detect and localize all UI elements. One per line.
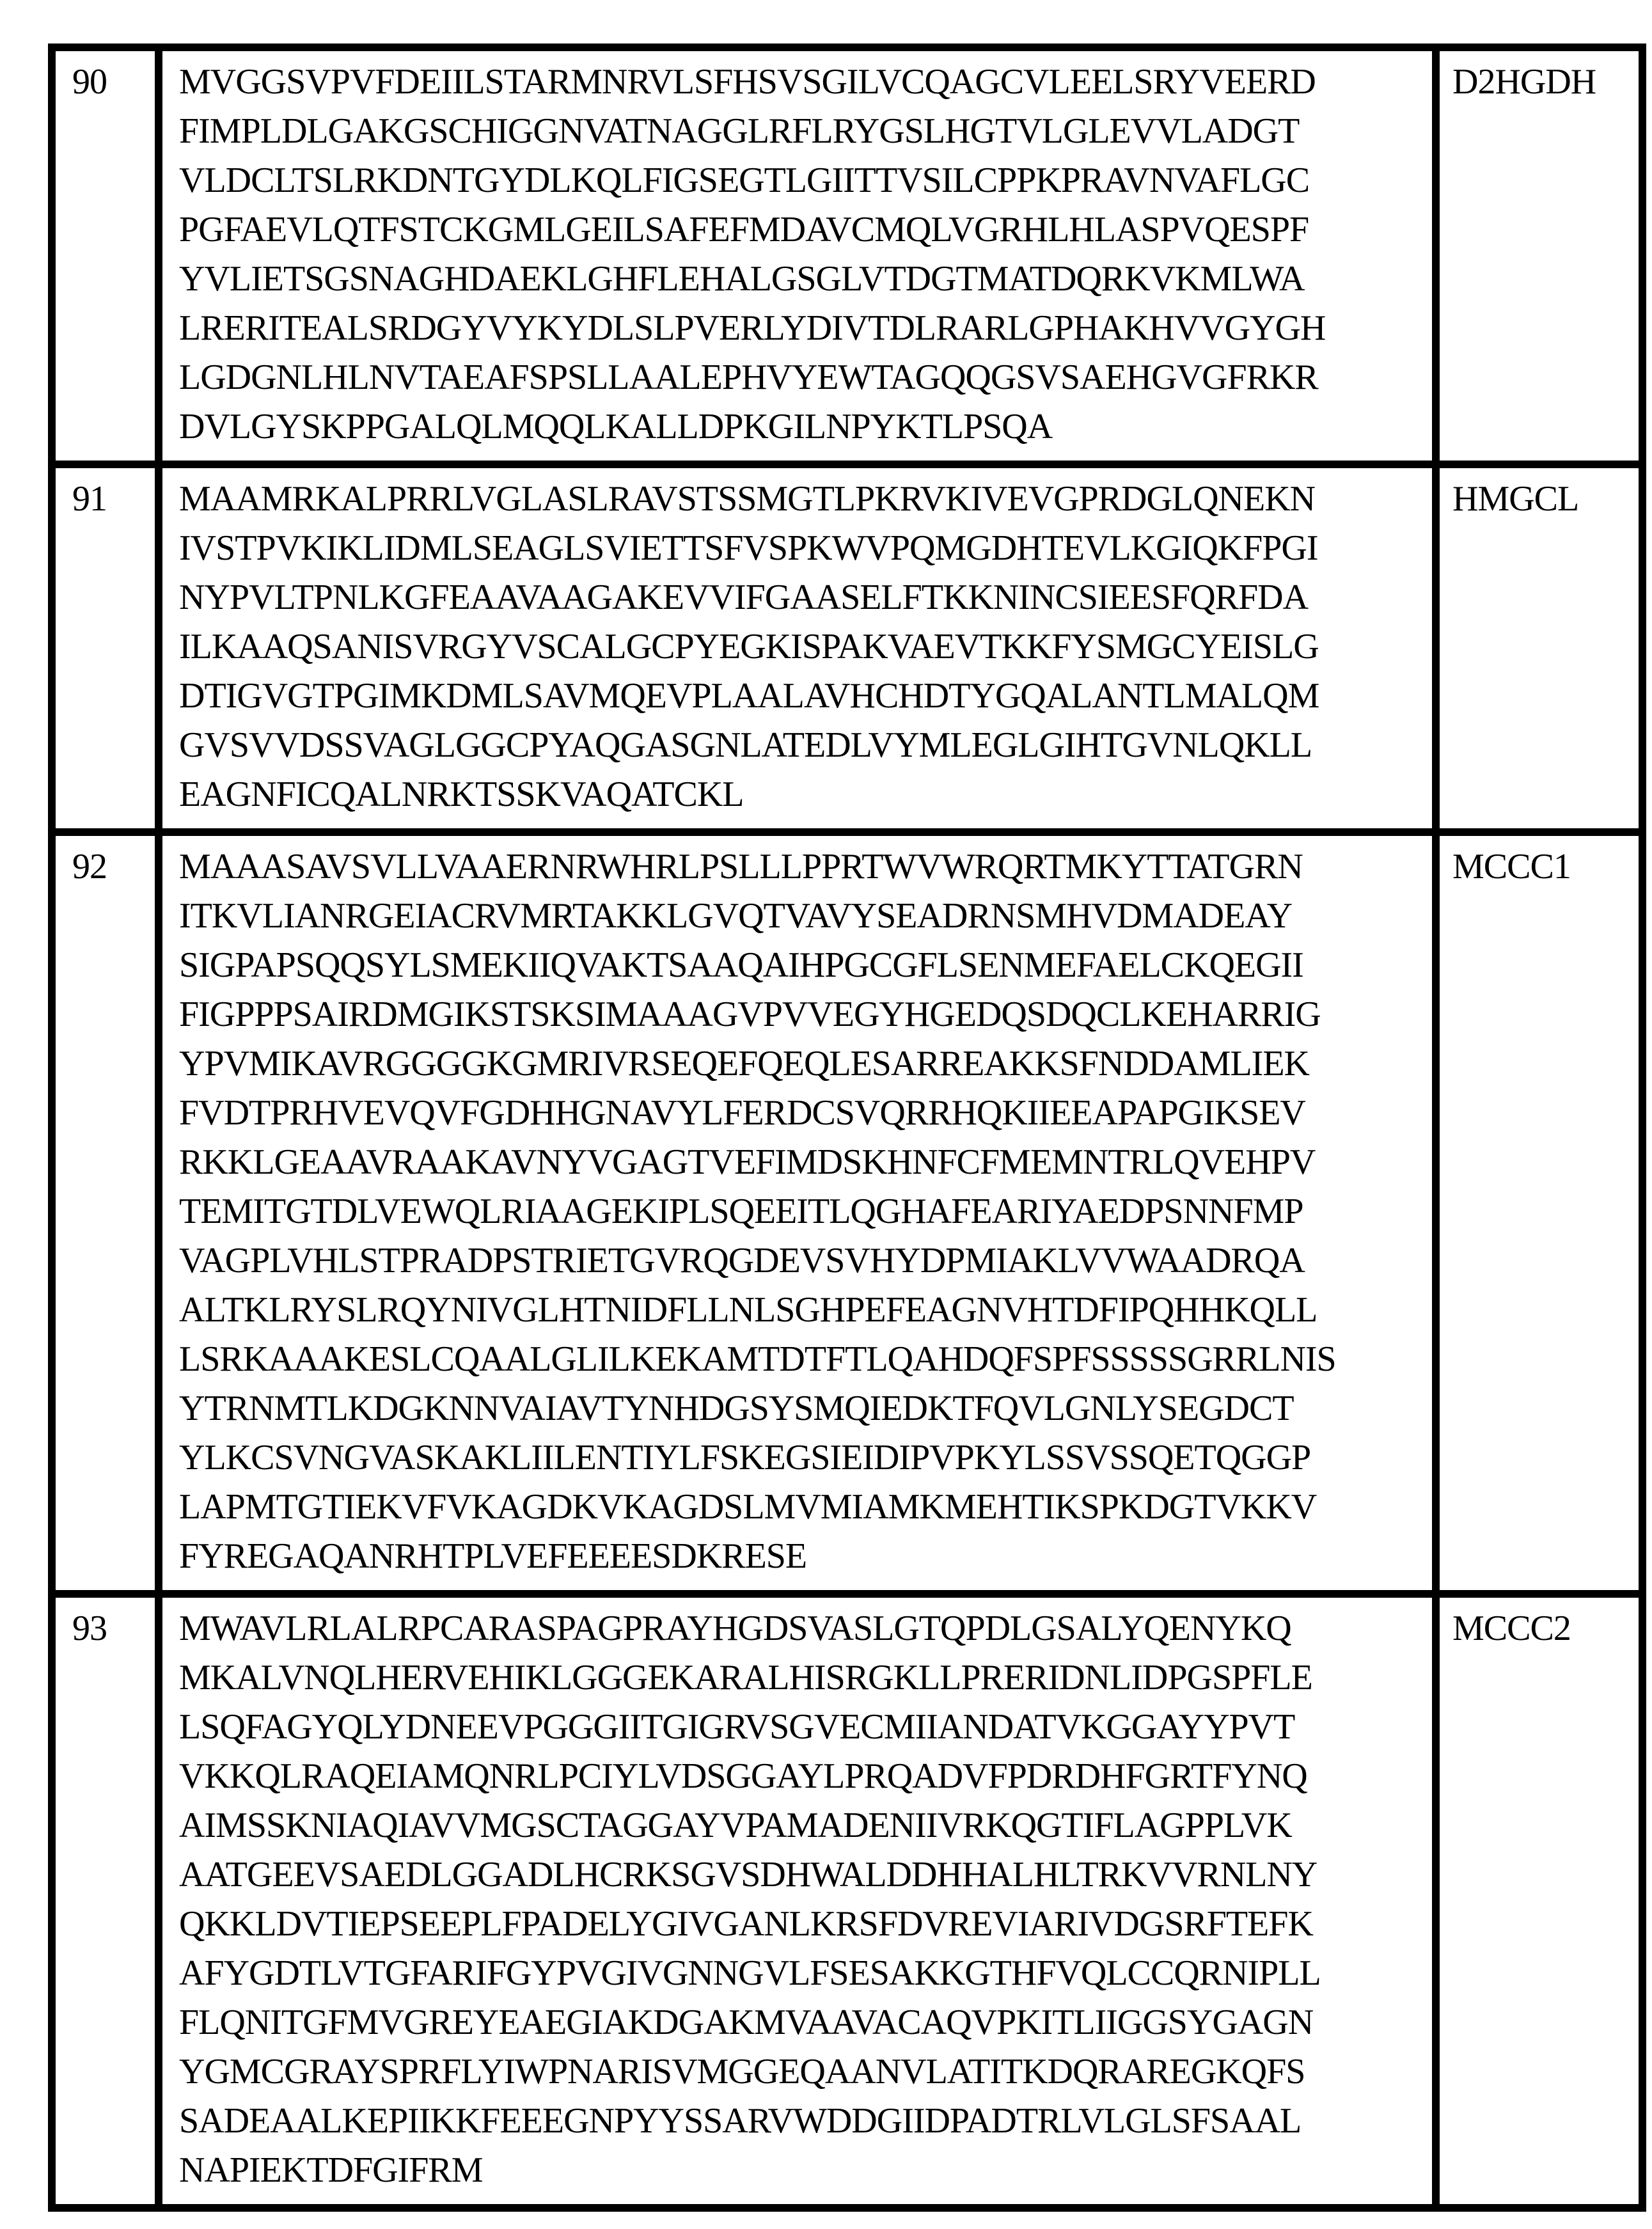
sequence-id: 93 [52, 1594, 159, 2208]
table-row [52, 1594, 1642, 2208]
table-row [52, 832, 1642, 1594]
sequence-id: 90 [52, 47, 159, 464]
gene-name: MCCC2 [1436, 1594, 1642, 2208]
protein-sequence: MAAASAVSVLLVAAERNRWHRLPSLLLPPRTWVWRQRTMKYTTATGRN ITKVLIANRGEIACRVMRTAKKLGVQTVAVYSEADRNSMHVDMADEAY SIGPAPSQQSYLSMEKIIQVAKTSAAQAIHPGCGFLSENMEFAELCKQEGII FIGPPPSAIRDMGIKSTSKSIMAAAGVPVVEGYHGEDQSDQCLKEHARRIG YPVMIKAVRGGGGKGMRIVRSEQEFQEQLESARREAKKSFNDDAMLIEK FVDTPRHVEVQVFGDHHGNAVYLFERDCSVQRRHQKIIEEAPAPGIKSEV RKKLGEAAVRAAKAVNYVGAGTVEFIMDSKHNFCFMEMNTRLQVEHPV TEMITGTDLVEWQLRIAAGEKIPLSQEEITLQGHAFEARIYAEDPSNNFMP VAGPLVHLSTPRADPSTRIETGVRQGDEVSVHYDPMIAKLVVWAADRQA ALTKLRYSLRQYNIVGLHTNIDFLLNLSGHPEFEAGNVHTDFIPQHHKQLL LSRKAAAKESLCQAALGLILKEKAMTDTFTLQAHDQFSPFSSSSSGRRLNIS YTRNMTLKDGKNNVAIAVTYNHDGSYSMQIEDKTFQVLGNLYSEGDCT YLKCSVNGVASKAKLIILENTIYLFSKEGSIEIDIPVPKYLSSVSSQETQGGP LAPMTGTIEKVFVKAGDKVKAGDSLMVMIAMKMEHTIKSPKDGTVKKV FYREGAQANRHTPLVEFEEEESDKRESE [159, 832, 1436, 1594]
gene-name: HMGCL [1436, 464, 1642, 832]
protein-sequence: MAAMRKALPRRLVGLASLRAVSTSSMGTLPKRVKIVEVGPRDGLQNEKN IVSTPVKIKLIDMLSEAGLSVIETTSFVSPKWVPQMGDHTEVLKGIQKFPGI NYPVLTPNLKGFEAAVAAGAKEVVIFGAASELFTKKNINCSIEESFQRFDA ILKAAQSANISVRGYVSCALGCPYEGKISPAKVAEVTKKFYSMGCYEISLG DTIGVGTPGIMKDMLSAVMQEVPLAALAVHCHDTYGQALANTLMALQM GVSVVDSSVAGLGGCPYAQGASGNLATEDLVYMLEGLGIHTGVNLQKLL EAGNFICQALNRKTSSKVAQATCKL [159, 464, 1436, 832]
table-row [52, 47, 1642, 464]
table-row [52, 464, 1642, 832]
protein-sequence: MVGGSVPVFDEIILSTARMNRVLSFHSVSGILVCQAGCVLEELSRYVEERD FIMPLDLGAKGSCHIGGNVATNAGGLRFLRYGSLHGTVLGLEVVLADGT VLDCLTSLRKDNTGYDLKQLFIGSEGTLGIITTVSILCPPKPRAVNVAFLGC PGFAEVLQTFSTCKGMLGEILSAFEFMDAVCMQLVGRHLHLASPVQESPF YVLIETSGSNAGHDAEKLGHFLEHALGSGLVTDGTMATDQRKVKMLWA LRERITEALSRDGYVYKYDLSLPVERLYDIVTDLRARLGPHAKHVVGYGH LGDGNLHLNVTAEAFSPSLLAALEPHVYEWTAGQQGSVSAEHGVGFRKR DVLGYSKPPGALQLMQQLKALLDPKGILNPYKTLPSQA [159, 47, 1436, 464]
sequence-table [48, 43, 1646, 2212]
protein-sequence: MWAVLRLALRPCARASPAGPRAYHGDSVASLGTQPDLGSALYQENYKQ MKALVNQLHERVEHIKLGGGEKARALHISRGKLLPRERIDNLIDPGSPFLE LSQFAGYQLYDNEEVPGGGIITGIGRVSGVECMIIANDATVKGGAYYPVT VKKQLRAQEIAMQNRLPCIYLVDSGGAYLPRQADVFPDRDHFGRTFYNQ AIMSSKNIAQIAVVMGSCTAGGAYVPAMADENIIVRKQGTIFLAGPPLVK AATGEEVSAEDLGGADLHCRKSGVSDHWALDDHHALHLTRKVVRNLNY QKKLDVTIEPSEEPLFPADELYGIVGANLKRSFDVREVIARIVDGSRFTEFK AFYGDTLVTGFARIFGYPVGIVGNNGVLFSESAKKGTHFVQLCCQRNIPLL FLQNITGFMVGREYEAEGIAKDGAKMVAAVACAQVPKITLIIGGSYGAGN YGMCGRAYSPRFLYIWPNARISVMGGEQAANVLATITKDQRAREGKQFS SADEAALKEPIIKKFEEEGNPYYSSARVWDDGIIDPADTRLVLGLSFSAAL NAPIEKTDFGIFRM [159, 1594, 1436, 2208]
sequence-id: 91 [52, 464, 159, 832]
gene-name: D2HGDH [1436, 47, 1642, 464]
gene-name: MCCC1 [1436, 832, 1642, 1594]
sequence-id: 92 [52, 832, 159, 1594]
